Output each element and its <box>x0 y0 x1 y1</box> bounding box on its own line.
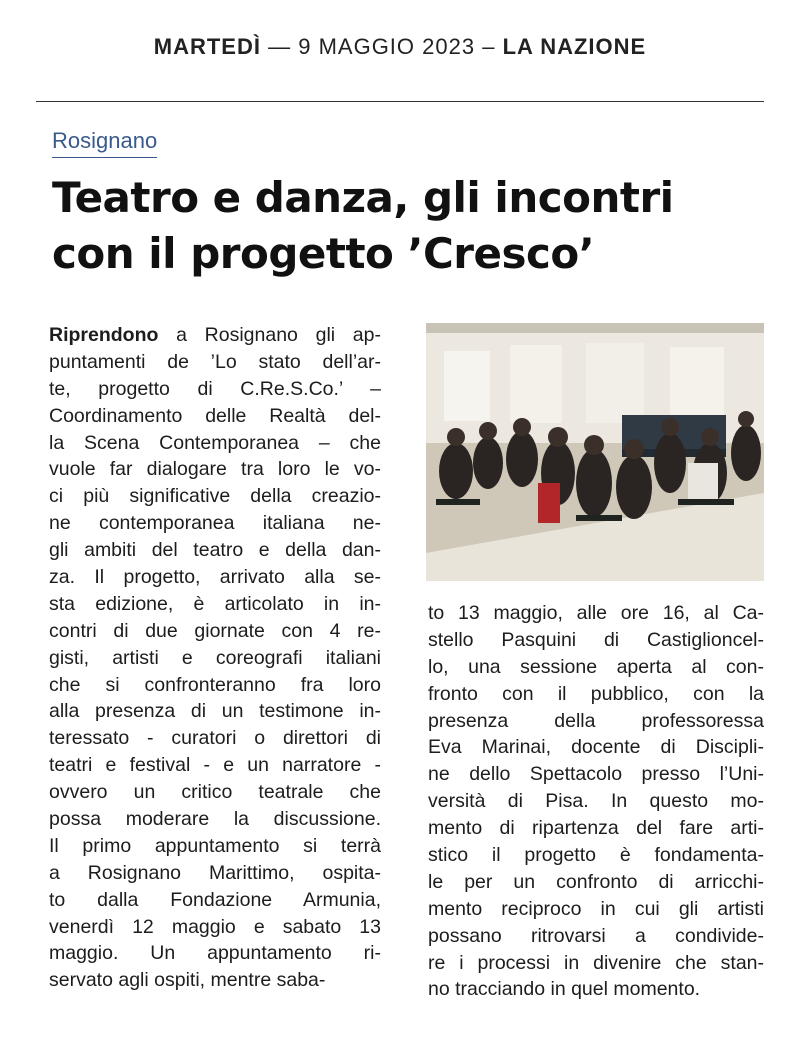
article-text-line: stico il progetto è fondamenta- <box>428 844 764 867</box>
article-headline <box>52 170 752 282</box>
section-kicker: Rosignano <box>52 128 157 158</box>
article-text-line: possano ritrovarsi a condivide- <box>428 924 764 947</box>
article-text-line: ci più significative della creazio- <box>49 485 381 508</box>
article-text-line: servato agli ospiti, mentre saba- <box>49 969 326 992</box>
article-text-line: maggio. Un appuntamento ri- <box>49 942 381 965</box>
article-text-line: puntamenti de ’Lo stato dell’ar- <box>49 350 381 373</box>
meeting-photo-image <box>426 323 764 581</box>
headline-line: con il progetto ’Cresco’ <box>52 229 595 278</box>
masthead-paper-name: LA NAZIONE <box>502 34 647 59</box>
article-text-line: fronto con il pubblico, con la <box>428 682 764 705</box>
article-text-line: te, progetto di C.Re.S.Co.’ – <box>49 377 381 400</box>
article-text-line: la Scena Contemporanea – che <box>49 431 381 454</box>
article-text-line: teressato - curatori o direttori di <box>49 727 381 750</box>
article-text-line: versità di Pisa. In questo mo- <box>428 790 764 813</box>
article-text-line: re i processi in divenire che stan- <box>428 951 764 974</box>
article-text-line: Il primo appuntamento si terrà <box>49 834 381 857</box>
article-text-line: venerdì 12 maggio e sabato 13 <box>49 915 381 938</box>
masthead-separator: — <box>268 34 292 59</box>
article-text-line: ne contemporanea italiana ne- <box>49 512 381 535</box>
article-text-line: no tracciando in quel momento. <box>428 978 701 1001</box>
article-text: a Rosignano gli ap- <box>158 324 381 346</box>
article-text-line: le per un confronto di arricchi- <box>428 870 764 893</box>
article-text-line: mento reciproco in cui gli artisti <box>428 897 764 920</box>
article-column-right <box>428 600 764 1003</box>
article-text-line: ovvero un critico teatrale che <box>49 781 381 804</box>
masthead <box>0 34 800 60</box>
masthead-date: 9 MAGGIO 2023 <box>298 34 476 59</box>
article-text-line: teatri e festival - e un narratore - <box>49 754 381 777</box>
article-text-line: sta edizione, è articolato in in- <box>49 592 381 615</box>
headline-line: Teatro e danza, gli incontri <box>52 173 674 222</box>
article-text-line: presenza della professoressa <box>428 709 764 732</box>
article-text-line: to dalla Fondazione Armunia, <box>49 888 381 911</box>
article-text-line: lo, una sessione aperta al con- <box>428 655 764 678</box>
article-text-line: che si confronteranno fra loro <box>49 673 381 696</box>
article-text-line: mento di ripartenza del fare arti- <box>428 817 764 840</box>
article-column-left <box>49 322 381 994</box>
article-text-line: za. Il progetto, arrivato alla se- <box>49 566 381 589</box>
article-text-line: contri di due giornate con 4 re- <box>49 619 381 642</box>
article-text-line: vuole far dialogare tra loro le vo- <box>49 458 381 481</box>
article-text-line: possa moderare la discussione. <box>49 808 381 831</box>
masthead-weekday: MARTEDÌ <box>153 34 261 59</box>
article-text-line <box>49 322 381 349</box>
masthead-separator: – <box>482 34 496 59</box>
article-lede: Riprendono <box>49 324 159 346</box>
article-text-line: alla presenza di un testimone in- <box>49 700 381 723</box>
article-text-line: a Rosignano Marittimo, ospita- <box>49 861 381 884</box>
article-text-line: stello Pasquini di Castiglioncel- <box>428 628 764 651</box>
article-text-line: to 13 maggio, alle ore 16, al Ca- <box>428 602 764 624</box>
article-text-line: gisti, artisti e coreografi italiani <box>49 646 381 669</box>
article-text-line: gli ambiti del teatro e della dan- <box>49 539 381 562</box>
article-text-line: ne dello Spettacolo presso l’Uni- <box>428 763 764 786</box>
header-rule <box>36 101 764 102</box>
article-photo <box>426 323 764 581</box>
article-text-line: Coordinamento delle Realtà del- <box>49 404 381 427</box>
article-text-line: Eva Marinai, docente di Discipli- <box>428 736 764 759</box>
